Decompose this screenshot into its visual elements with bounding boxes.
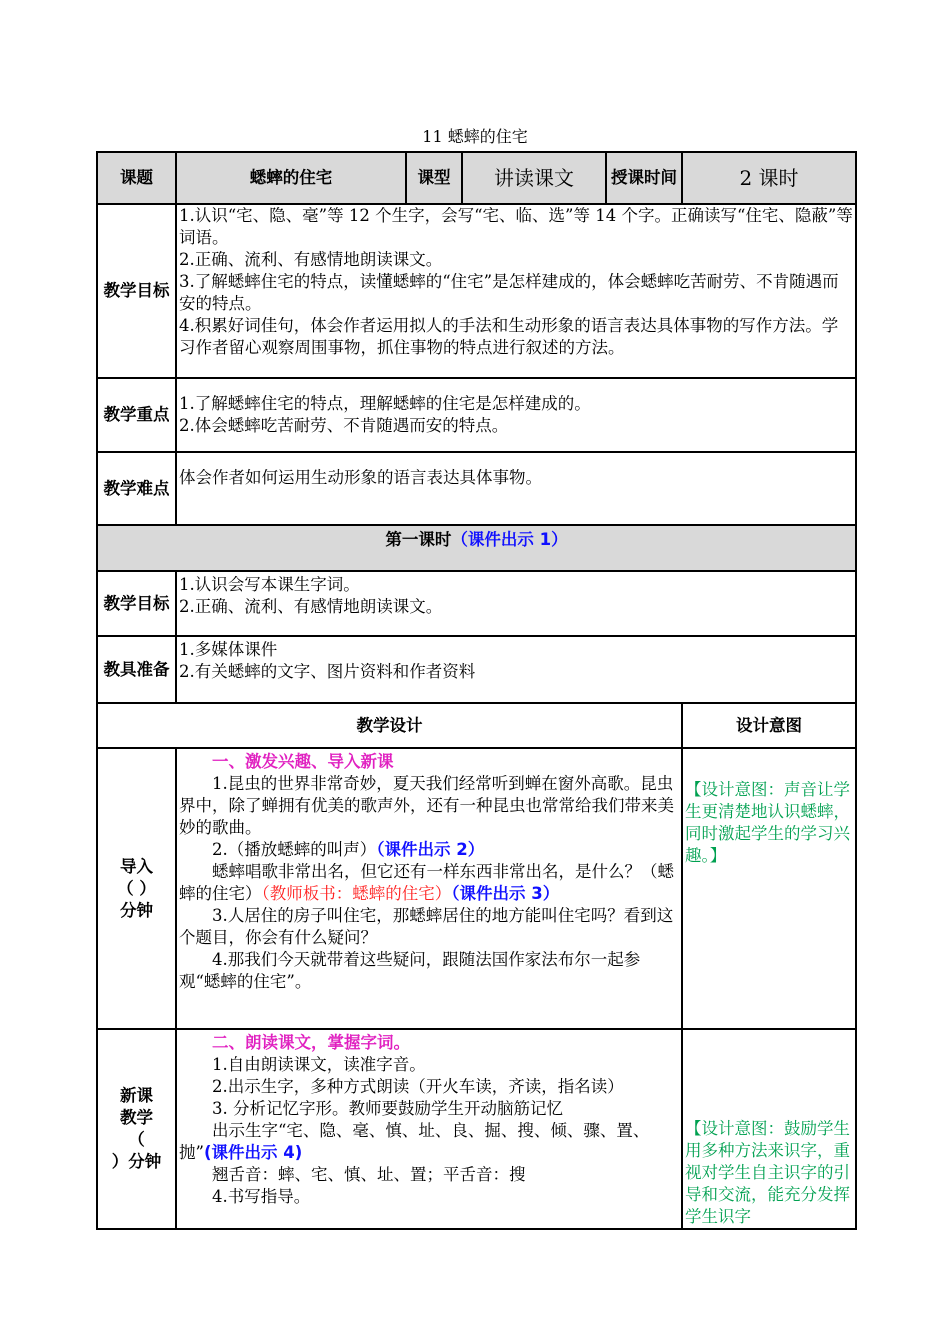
header-row bbox=[97, 152, 856, 204]
tool-line: 2.有关蟋蟀的文字、图片资料和作者资料 bbox=[179, 662, 476, 681]
topic-label: 课题 bbox=[97, 152, 176, 204]
intro-row bbox=[97, 748, 856, 1029]
new-lesson-row bbox=[97, 1029, 856, 1229]
courseware-2: （课件出示 2） bbox=[376, 840, 485, 859]
intro-content bbox=[176, 748, 682, 1029]
courseware-4: (课件出示 4) bbox=[203, 1143, 303, 1162]
difficulties-label: 教学难点 bbox=[97, 452, 176, 525]
intro-heading: 一、激发兴趣、导入新课 bbox=[212, 752, 394, 771]
intro-paragraph: 1.昆虫的世界非常奇妙，夏天我们经常听到蝉在窗外高歌。昆虫界中，除了蝉拥有优美的歌声外，还有一种昆虫也常常给我们带来美妙的歌曲。 bbox=[179, 774, 674, 837]
tool-line: 1.多媒体课件 bbox=[179, 640, 278, 659]
new-lesson-content bbox=[176, 1029, 682, 1229]
lesson1-goals-label: 教学目标 bbox=[97, 571, 176, 636]
intro-label: 导入 （ ） 分钟 bbox=[97, 748, 176, 1029]
topic-value: 蟋蟀的住宅 bbox=[176, 152, 406, 204]
design-header-left: 教学设计 bbox=[97, 703, 682, 748]
tools-label: 教具准备 bbox=[97, 636, 176, 703]
difficulties-row bbox=[97, 452, 856, 525]
key-point-line: 2.体会蟋蟀吃苦耐劳、不肯随遇而安的特点。 bbox=[179, 416, 509, 435]
key-point-line: 1.了解蟋蟀住宅的特点，理解蟋蟀的住宅是怎样建成的。 bbox=[179, 394, 591, 413]
intro-paragraph: 2.（播放蟋蟀的叫声）（课件出示 2） bbox=[212, 840, 485, 859]
goals-content bbox=[176, 204, 856, 378]
goal-line: 3.了解蟋蟀住宅的特点，读懂蟋蟀的“住宅”是怎样建成的，体会蟋蟀吃苦耐劳、不肯随遇而安的特点。 bbox=[179, 272, 839, 313]
lesson1-title: 第一课时 bbox=[385, 530, 452, 549]
intro-paragraph: 蟋蟀唱歌非常出名，但它还有一样东西非常出名，是什么？（蟋蟀的住宅）（教师板书：蟋蟀的住宅）（课件出示 3） bbox=[179, 862, 674, 903]
design-header-row bbox=[97, 703, 856, 748]
lesson1-goal-line: 2.正确、流利、有感情地朗读课文。 bbox=[179, 597, 443, 616]
courseware-3: （课件出示 3） bbox=[451, 884, 560, 903]
document-title: 11 蟋蟀的住宅 bbox=[422, 127, 528, 146]
lesson1-banner bbox=[97, 525, 856, 571]
intro-paragraph: 4.那我们今天就带着这些疑问，跟随法国作家法布尔一起参观“蟋蟀的住宅”。 bbox=[179, 950, 641, 991]
design-header-right: 设计意图 bbox=[682, 703, 856, 748]
lesson1-courseware: （课件出示 1） bbox=[451, 530, 568, 549]
new-lesson-label: 新课 教学 （ ）分钟 bbox=[97, 1029, 176, 1229]
new-lesson-paragraph: 1.自由朗读课文，读准字音。 bbox=[212, 1055, 426, 1074]
goal-line: 4.积累好词佳句，体会作者运用拟人的手法和生动形象的语言表达具体事物的写作方法。学习作者留心观察周围事物，抓住事物的特点进行叙述的方法。 bbox=[179, 316, 839, 357]
tools-content bbox=[176, 636, 856, 703]
new-lesson-heading: 二、朗读课文，掌握字词。 bbox=[212, 1033, 410, 1052]
lesson1-goals-row bbox=[97, 571, 856, 636]
intro-paragraph: 3.人居住的房子叫住宅，那蟋蟀居住的地方能叫住宅吗？看到这个题目，你会有什么疑问？ bbox=[179, 906, 674, 947]
difficulties-content: 体会作者如何运用生动形象的语言表达具体事物。 bbox=[176, 452, 856, 525]
lesson1-goal-line: 1.认识会写本课生字词。 bbox=[179, 575, 360, 594]
goals-label: 教学目标 bbox=[97, 204, 176, 378]
new-lesson-paragraph: 3. 分析记忆字形。教师要鼓励学生开动脑筋记忆 bbox=[212, 1099, 563, 1118]
new-lesson-paragraph: 4.书写指导。 bbox=[212, 1187, 311, 1206]
key-points-label: 教学重点 bbox=[97, 378, 176, 452]
type-label: 课型 bbox=[406, 152, 462, 204]
goal-line: 2.正确、流利、有感情地朗读课文。 bbox=[179, 250, 443, 269]
tools-row bbox=[97, 636, 856, 703]
new-lesson-paragraph: 出示生字“宅、隐、毫、慎、址、良、掘、搜、倾、骤、置、抛”(课件出示 4) bbox=[179, 1121, 650, 1162]
hours-label: 授课时间 bbox=[606, 152, 682, 204]
lesson1-banner-row bbox=[97, 525, 856, 571]
new-lesson-paragraph: 翘舌音：蟀、宅、慎、址、置；平舌音：搜 bbox=[212, 1165, 526, 1184]
goals-row bbox=[97, 204, 856, 378]
new-lesson-intent: 【设计意图：鼓励学生用多种方法来识字，重视对学生自主识字的引导和交流，能充分发挥学生识字 bbox=[682, 1029, 856, 1229]
lesson-plan-table bbox=[96, 151, 857, 1230]
hours-value: 2 课时 bbox=[682, 152, 856, 204]
type-value: 讲读课文 bbox=[462, 152, 606, 204]
key-points-row bbox=[97, 378, 856, 452]
new-lesson-paragraph: 2.出示生字，多种方式朗读（开火车读，齐读，指名读） bbox=[212, 1077, 624, 1096]
intro-intent: 【设计意图：声音让学生更清楚地认识蟋蟀，同时激起学生的学习兴趣。】 bbox=[682, 748, 856, 1029]
board-note: （教师板书：蟋蟀的住宅） bbox=[261, 884, 452, 903]
lesson1-goals-content bbox=[176, 571, 856, 636]
key-points-content bbox=[176, 378, 856, 452]
goal-line: 1.认识“宅、隐、毫”等 12 个生字，会写“宅、临、选”等 14 个字。正确读写“住宅、隐蔽”等词语。 bbox=[179, 206, 853, 247]
